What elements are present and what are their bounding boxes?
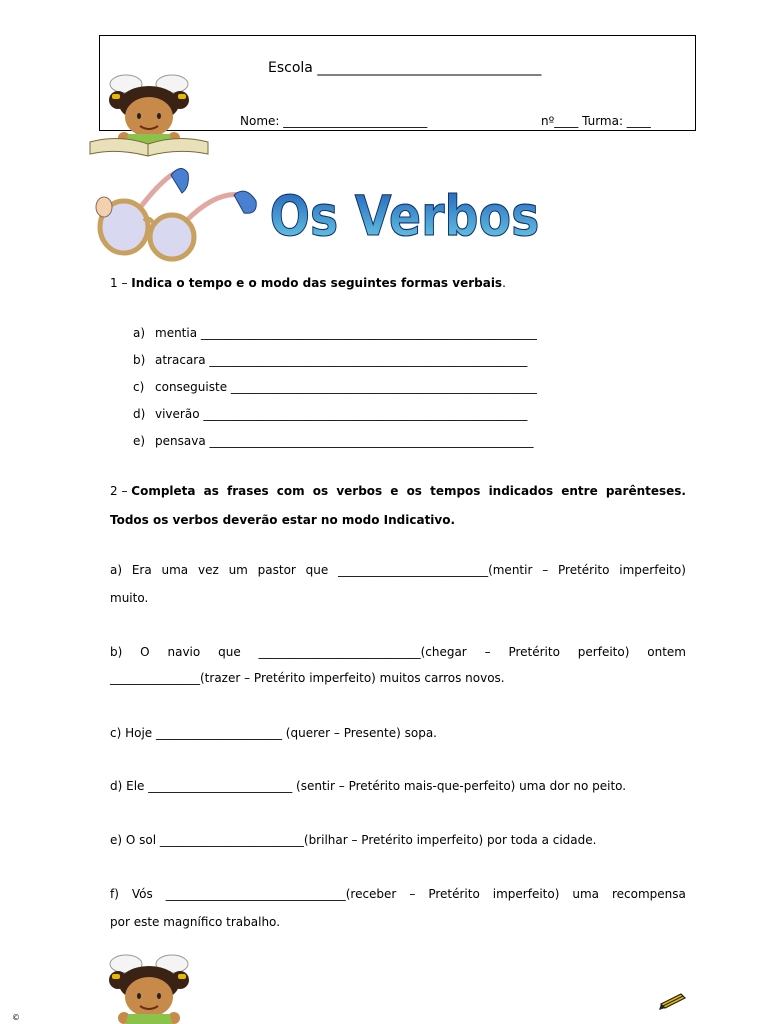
sentence-c[interactable]: c) Hoje _____________________ (querer – Presente) sopa. (110, 726, 437, 740)
word: e (390, 484, 399, 498)
word: Pretérito (558, 563, 610, 577)
word: ontem (647, 645, 686, 659)
word: que (305, 563, 329, 577)
word: f) (110, 887, 119, 901)
list-item[interactable] (133, 407, 527, 421)
sentence-a-line-1[interactable] (110, 563, 686, 577)
word: com (276, 484, 305, 498)
copyright-mark: © (12, 1013, 20, 1022)
word: – (484, 645, 491, 659)
word: um (228, 563, 248, 577)
word: verbos (336, 484, 383, 498)
sentence-b-line-1[interactable] (110, 645, 686, 659)
word: as (203, 484, 219, 498)
page-title (269, 180, 540, 250)
list-item-letter: e) (133, 434, 146, 448)
word: que (218, 645, 241, 659)
sentence-f-line-2: por este magnífico trabalho. (110, 915, 281, 929)
name-underline (210, 130, 696, 131)
list-item[interactable] (133, 434, 533, 448)
sentence-a-line-2: muito. (110, 591, 149, 605)
word: – (542, 563, 549, 577)
list-item[interactable] (133, 353, 527, 367)
word: Pretérito (508, 645, 560, 659)
list-item-text: mentia ________________________________________________________ (155, 326, 537, 340)
word: imperfeito) (492, 887, 560, 901)
list-item-text: pensava ______________________________________________________ (155, 434, 534, 448)
word: O (140, 645, 150, 659)
glasses-icon (96, 163, 266, 263)
question-2-line-2: Todos os verbos deverão estar no modo Indicativo. (110, 513, 456, 527)
word: a) (110, 563, 123, 577)
name-field[interactable]: Nome: ________________________ (240, 114, 428, 128)
question-2-line-1 (110, 484, 686, 498)
list-item[interactable] (133, 380, 537, 394)
word: uma (572, 887, 600, 901)
list-item-text: viverão ______________________________________________________ (155, 407, 528, 421)
word: indicados (488, 484, 554, 498)
word: Completa (131, 484, 196, 498)
blank-field[interactable]: ___________________________(chegar (258, 645, 467, 659)
word: entre (561, 484, 598, 498)
sentence-f-line-1[interactable] (110, 887, 686, 901)
word: perfeito) (577, 645, 630, 659)
question-1-number: 1 – (110, 276, 132, 290)
word: vez (197, 563, 219, 577)
question-1-period: . (502, 276, 506, 290)
word: Vós (131, 887, 153, 901)
blank-field[interactable]: _________________________(mentir (338, 563, 533, 577)
word: parênteses. (605, 484, 686, 498)
blank-field[interactable]: ______________________________(receber (165, 887, 397, 901)
word: Era (131, 563, 152, 577)
word: tempos (430, 484, 481, 498)
girl-reading-icon (88, 952, 210, 1024)
word: recompensa (612, 887, 686, 901)
list-item-letter: a) (133, 326, 146, 340)
word: – (409, 887, 416, 901)
question-1-heading (110, 276, 506, 290)
word: os (406, 484, 422, 498)
sentence-d[interactable]: d) Ele ________________________ (sentir – Pretérito mais-que-perfeito) uma dor no peito. (110, 779, 627, 793)
list-item-letter: d) (133, 407, 146, 421)
word: navio (167, 645, 201, 659)
list-item-text: atracara _____________________________________________________ (155, 353, 528, 367)
question-1-text: Indica o tempo e o modo das seguintes formas verbais (131, 276, 503, 290)
list-item-text: conseguiste ___________________________________________________ (155, 380, 537, 394)
question-2-number: 2 – (110, 484, 132, 498)
page-title-text: Os Verbos (269, 184, 540, 249)
word: frases (227, 484, 269, 498)
school-field[interactable]: Escola ________________________________ (268, 60, 542, 76)
list-item-letter: b) (133, 353, 146, 367)
question-2-first-word (110, 484, 196, 498)
pencil-icon (659, 990, 687, 1010)
sentence-b-line-2[interactable]: _______________(trazer – Pretérito imperfeito) muitos carros novos. (110, 671, 505, 685)
word: Pretérito (428, 887, 480, 901)
sentence-e[interactable]: e) O sol ________________________(brilhar – Pretérito imperfeito) por toda a cidade. (110, 833, 597, 847)
word: os (312, 484, 329, 498)
girl-reading-icon (88, 72, 210, 158)
word: b) (110, 645, 123, 659)
word: pastor (257, 563, 296, 577)
list-item-letter: c) (133, 380, 145, 394)
list-item[interactable] (133, 326, 537, 340)
word: imperfeito) (619, 563, 686, 577)
number-class-field[interactable]: nº____ Turma: ____ (541, 114, 651, 128)
word: uma (161, 563, 189, 577)
